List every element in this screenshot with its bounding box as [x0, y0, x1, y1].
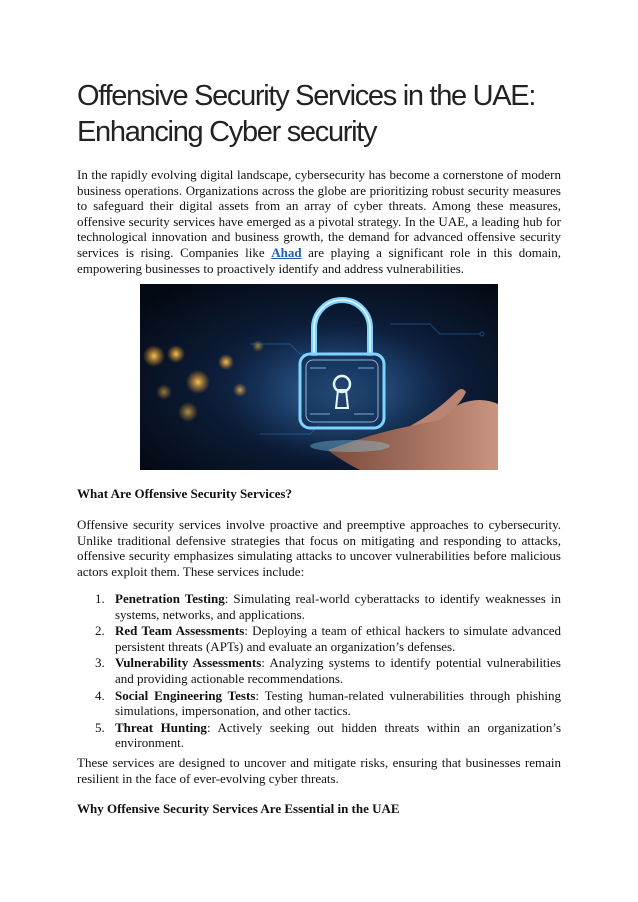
list-term: Vulnerability Assessments — [115, 655, 262, 671]
closing-paragraph: These services are designed to uncover and mitigate risks, ensuring that businesses remain resilient in the face of ever-evolving cyber threats. — [77, 755, 561, 786]
list-term: Threat Hunting — [115, 719, 207, 735]
intro-text-end: are playing a significant role in this domain, empowering businesses to proactively identify and address vulnerabilities. — [77, 244, 561, 276]
list-number: 4. — [95, 687, 105, 703]
hero-image — [140, 284, 498, 470]
padlock-icon — [140, 284, 498, 470]
services-list — [77, 591, 561, 752]
list-term: Red Team Assessments — [115, 623, 245, 639]
list-item — [77, 688, 561, 719]
list-number: 5. — [95, 719, 105, 735]
section-heading-why: Why Offensive Security Services Are Essential in the UAE — [77, 801, 400, 816]
list-number: 3. — [95, 655, 105, 671]
intro-text-start: In the rapidly evolving digital landscape, cybersecurity has become a cornerstone of modern business operations. Organizations across the globe are prioritizing robust security measures to safeguard their digital assets from an array of cyber threats. Among these measures, offensive security services have emerged as a pivotal strategy. In the UAE, a leading hub for technological innovation and business growth, the demand for advanced offensive security services is rising. Companies like — [77, 167, 561, 260]
list-item — [77, 655, 561, 686]
list-desc: : Testing human-related vulnerabilities through phishing simulations, impersonation, and other tactics. — [115, 687, 561, 719]
list-item — [77, 591, 561, 622]
list-item — [77, 720, 561, 751]
list-desc: : Analyzing systems to identify potential vulnerabilities and providing actionable recommendations. — [115, 655, 561, 686]
list-term: Penetration Testing — [115, 591, 225, 606]
list-desc: : Deploying a team of ethical hackers to simulate advanced persistent threats (APTs) and evaluate an organization’s defenses. — [115, 623, 561, 654]
intro-paragraph — [77, 167, 561, 276]
list-number: 1. — [95, 591, 105, 606]
list-desc: : Actively seeking out hidden threats within an organization’s environment. — [115, 719, 562, 751]
list-desc: : Simulating real-world cyberattacks to identify weaknesses in systems, networks, and applications. — [115, 591, 561, 622]
page-title: Offensive Security Services in the UAE: Enhancing Cyber security — [77, 80, 536, 148]
list-item — [77, 623, 561, 654]
list-number: 2. — [95, 623, 105, 639]
section-heading-what: What Are Offensive Security Services? — [77, 486, 292, 501]
section-paragraph: Offensive security services involve proactive and preemptive approaches to cybersecurity. Unlike traditional defensive strategies that focus on mitigating and responding to attacks, offensive security emphasizes simulating attacks to uncover vulnerabilities before malicious actors exploit them. These services include: — [77, 517, 561, 579]
ahad-link[interactable]: Ahad — [271, 244, 302, 260]
list-term: Social Engineering Tests — [115, 687, 256, 703]
